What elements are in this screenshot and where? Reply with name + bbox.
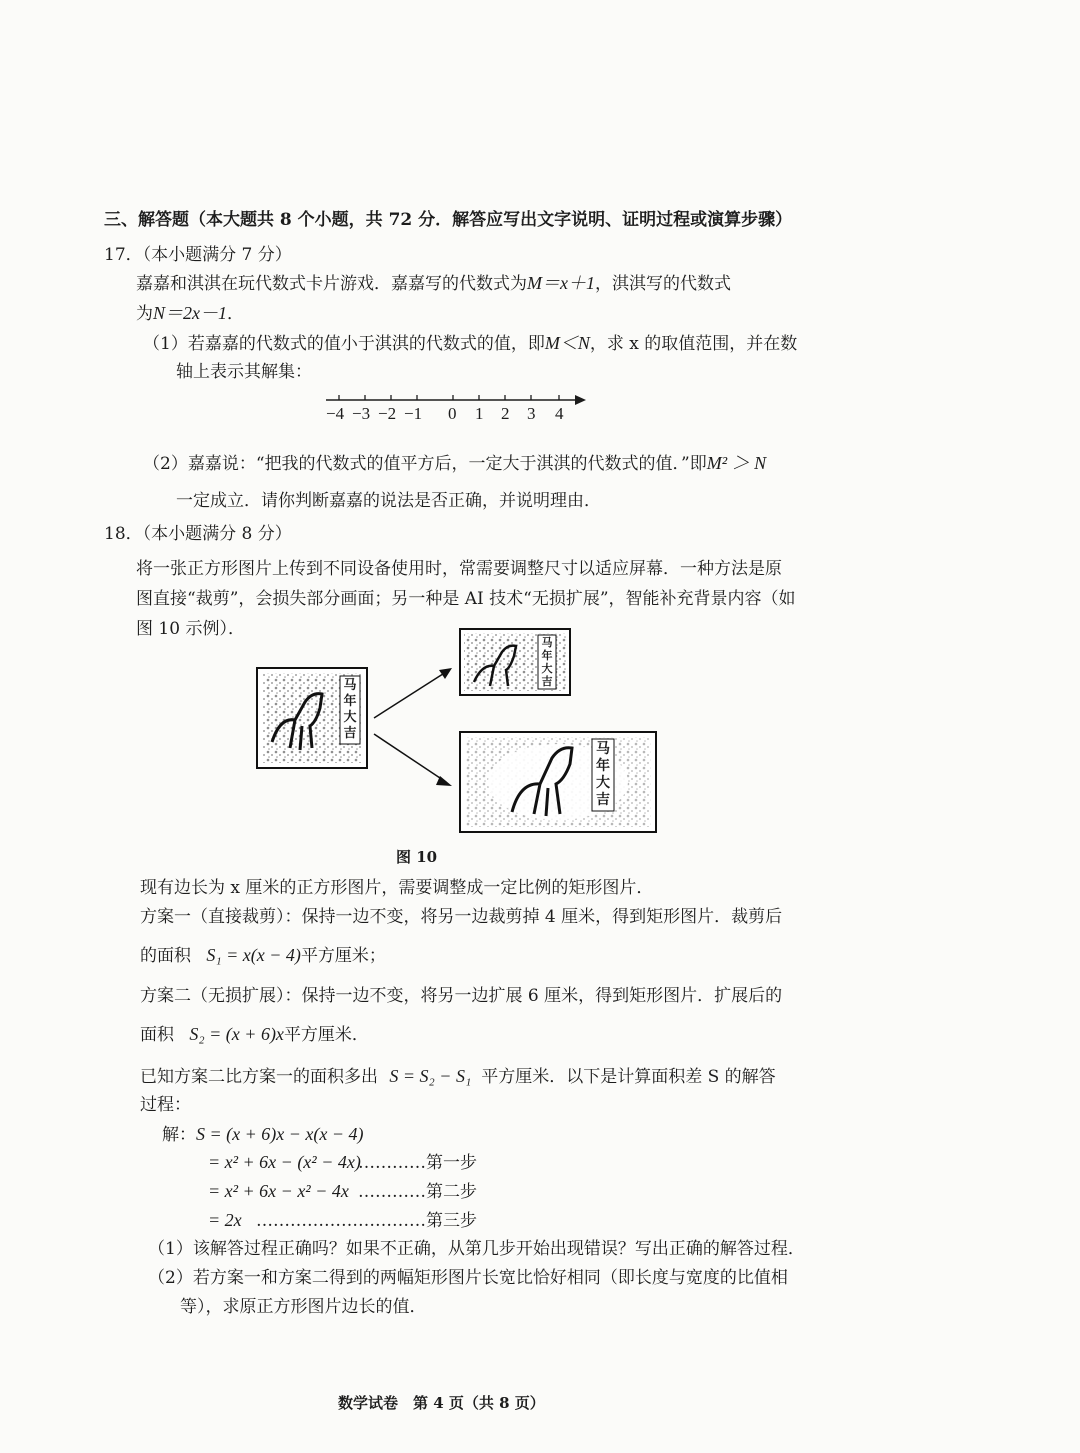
step1-expr: = x² + 6x − (x² − 4x) — [208, 1152, 361, 1172]
q18-header: 18．（本小题满分 8 分） — [104, 524, 292, 544]
q18-intro-line2: 图直接“裁剪”，会损失部分画面；另一种是 AI 技术“无损扩展”，智能补充背景内容（如 — [136, 589, 796, 609]
q17-intro-line2 — [136, 302, 244, 325]
stamp-char: 马 — [343, 678, 357, 693]
diff-formula: S = S₂ − S₁ — [389, 1066, 472, 1086]
step1-label: …………第一步 — [358, 1153, 477, 1173]
q18-plan2-line2 — [140, 1023, 369, 1046]
solution-expr0: S = (x + 6)x − x(x − 4) — [196, 1124, 364, 1144]
q18-diff-line2: 过程： — [140, 1095, 191, 1115]
solution-label: 解： — [162, 1125, 196, 1145]
q17-intro-line1 — [136, 272, 731, 295]
number-line — [320, 390, 590, 430]
q17-part1-line1 — [143, 332, 797, 355]
diff-tail: 平方厘米．以下是计算面积差 S 的解答 — [481, 1067, 776, 1087]
tick-label: 4 — [555, 404, 564, 423]
plan1-pre: 的面积 — [140, 946, 191, 966]
solution-step2 — [208, 1180, 477, 1203]
plan1-formula: S₁ = x(x − 4) — [206, 945, 301, 965]
q17-p1-ineq: M＜N — [544, 333, 590, 353]
solution-step1 — [208, 1151, 477, 1174]
stamp-char: 年 — [541, 649, 553, 662]
q18-diff-line1 — [140, 1065, 776, 1088]
q17-intro-tail: ，淇淇写的代数式 — [594, 274, 731, 294]
q17-part2-line1 — [143, 452, 766, 475]
q17-intro2-tail: ． — [227, 304, 244, 324]
tick-label: 2 — [501, 404, 510, 423]
stamp-char: 大 — [596, 775, 610, 791]
step2-expr: = x² + 6x − x² − 4x — [208, 1181, 349, 1201]
q18-part2-line2: 等），求原正方形图片边长的值． — [180, 1297, 427, 1317]
q17-intro-text: 嘉嘉和淇淇在玩代数式卡片游戏．嘉嘉写的代数式为 — [136, 274, 527, 294]
q17-part2-line2: 一定成立．请你判断嘉嘉的说法是否正确，并说明理由． — [176, 491, 601, 511]
plan2-tail: 平方厘米． — [283, 1025, 369, 1045]
tick-label: 0 — [448, 404, 457, 423]
q18-plan2-line1: 方案二（无损扩展）：保持一边不变，将另一边扩展 6 厘米，得到矩形图片．扩展后的 — [140, 986, 783, 1006]
tick-label: 3 — [527, 404, 536, 423]
step3-label: …………………………第三步 — [256, 1211, 477, 1231]
q18-plan1-line1: 方案一（直接裁剪）：保持一边不变，将另一边裁剪掉 4 厘米，得到矩形图片．裁剪后 — [140, 907, 783, 927]
q18-plan1-line2 — [140, 944, 386, 967]
figure-caption: 图 10 — [396, 848, 438, 866]
step2-label: …………第二步 — [358, 1182, 477, 1202]
expanded-image — [460, 732, 656, 832]
solution-line0 — [162, 1123, 364, 1146]
stamp-cropped — [539, 636, 555, 688]
solution-step3 — [208, 1209, 477, 1232]
arrow-to-expand — [374, 734, 452, 786]
figure-10 — [250, 622, 670, 837]
q17-p1-text: （1）若嘉嘉的代数式的值小于淇淇的代数式的值，即 — [143, 334, 545, 354]
stamp-char: 大 — [343, 710, 357, 725]
plan2-formula: S₂ = (x + 6)x — [189, 1024, 284, 1044]
tick-label: −2 — [378, 404, 397, 423]
plan2-pre: 面积 — [140, 1025, 174, 1045]
stamp-char: 吉 — [343, 726, 357, 741]
q17-p1-tail: ，求 x 的取值范围，并在数 — [589, 334, 798, 354]
stamp-char: 吉 — [541, 675, 553, 688]
stamp-original — [341, 678, 359, 742]
q17-header: 17．（本小题满分 7 分） — [104, 245, 292, 265]
tick-label: −4 — [326, 404, 345, 423]
q17-p2-ineq: M² ＞ N — [706, 453, 767, 473]
arrow-to-crop — [374, 668, 452, 718]
q17-intro2-pre: 为 — [136, 304, 153, 324]
q18-given: 现有边长为 x 厘米的正方形图片，需要调整成一定比例的矩形图片． — [140, 878, 654, 898]
tick-label: −3 — [352, 404, 371, 423]
page-footer: 数学试卷 第 4 页（共 8 页） — [338, 1394, 545, 1412]
q17-expr-n: N＝2x－1 — [153, 303, 227, 323]
q17-expr-m: M＝x＋1 — [527, 273, 595, 293]
stamp-char: 年 — [596, 758, 610, 774]
diff-pre: 已知方案二比方案一的面积多出 — [140, 1067, 378, 1087]
stamp-char: 吉 — [596, 792, 610, 808]
q17-part1-line2: 轴上表示其解集： — [176, 362, 312, 382]
q18-part1: （1）该解答过程正确吗？如果不正确，从第几步开始出现错误？写出正确的解答过程． — [148, 1239, 805, 1259]
step3-expr: = 2x — [208, 1210, 242, 1230]
q18-intro-line1: 将一张正方形图片上传到不同设备使用时，常需要调整尺寸以适应屏幕．一种方法是原 — [136, 559, 782, 579]
stamp-char: 马 — [596, 741, 610, 757]
tick-label: 1 — [475, 404, 484, 423]
stamp-char: 马 — [541, 636, 553, 649]
stamp-expanded — [593, 741, 613, 809]
plan1-tail: 平方厘米； — [300, 946, 386, 966]
stamp-char: 大 — [541, 662, 553, 675]
stamp-char: 年 — [343, 694, 357, 709]
tick-label: −1 — [404, 404, 423, 423]
q17-p2-text: （2）嘉嘉说：“把我的代数式的值平方后，一定大于淇淇的代数式的值．”即 — [143, 454, 707, 474]
q18-intro-line3: 图 10 示例）． — [136, 619, 245, 639]
q18-part2-line1: （2）若方案一和方案二得到的两幅矩形图片长宽比恰好相同（即长度与宽度的比值相 — [148, 1268, 788, 1288]
section-heading: 三、解答题（本大题共 8 个小题，共 72 分．解答应写出文字说明、证明过程或演算步骤） — [104, 210, 793, 230]
